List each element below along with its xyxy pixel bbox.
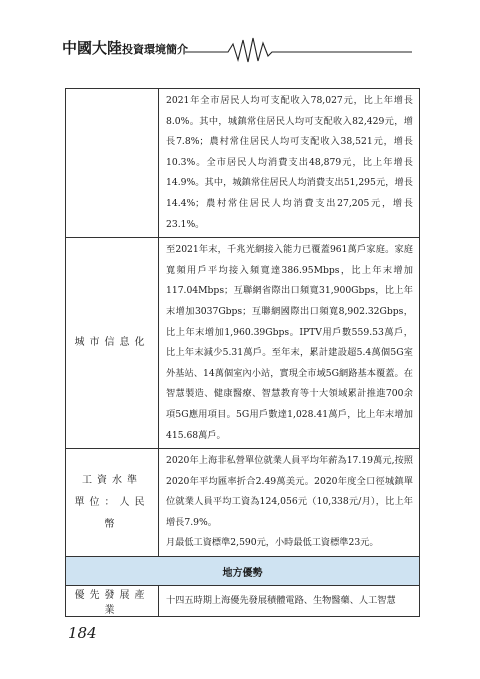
label-line: 單位：人民幣 [74,496,150,530]
row-label-wage-level [66,449,159,557]
row-content-income: 2021年全市居民人均可支配收入78,027元，比上年增長8.0%。其中，城鎮常住居民人均可支配收入82,429元，增長7.8%；農村常住居民人均可支配收入38,521元，增長10.3%。全市居民人均消費支出48,879元，比上年增長14.9%。其中，城鎮常住居民人均消費支出51,295元，增長14.4%；農村常住居民人均消費支出27,205元，增長23.1%。 [159,89,420,238]
wage-paragraph-2: 月最低工資標準2,590元，小時最低工資標準23元。 [166,537,379,549]
row-label-empty [66,89,159,238]
row-label-priority-industries: 優先發展產業 [66,586,159,617]
header-title-sub: 投資環境簡介 [122,43,189,56]
table-row-wage-level [66,449,420,557]
table-row-priority-industries [66,586,420,617]
row-content-priority-industries: 十四五時期上海優先發展積體電路、生物醫藥、人工智慧 [159,586,420,617]
row-content-wage-level [159,449,420,557]
page-number: 184 [68,624,97,642]
header-title [62,37,188,58]
table-row-city-informatization [66,238,420,449]
wage-paragraph-1: 2020年上海非私營單位就業人員平均年薪為17.19萬元,按照2020年平均匯率折合2.49萬美元。2020年度全口徑城鎮單位就業人員平均工資為124,056元（10,338元/月），比上年增長7.9%。 [166,455,413,528]
section-title-local-advantages: 地方優勢 [66,557,420,586]
row-content-city-informatization: 至2021年末，千兆光網接入能力已覆蓋961萬戶家庭。家庭寬頻用戶平均接入頻寬達386.95Mbps，比上年末增加117.04Mbps；互聯網省際出口頻寬31,900Gbps，比上年末增加3037Gbps；互聯網國際出口頻寬8,902.32Gbps，比上年末增加1,960.39Gbps。IPTV用戶數559.53萬戶，比上年末減少5.31萬戶。至年末，累計建設超5.4萬個5G室外基站、14萬個室內小站，實現全市域5G網路基本覆蓋。在智慧製造、健康醫療、智慧教育等十大領域累計推進700余項5G應用項目。5G用戶數達1,028.41萬戶，比上年末增加415.68萬戶。 [159,238,420,449]
label-line: 工資水準 [82,474,142,486]
page-header [0,0,480,64]
label-line: 城市信息化 [74,337,150,349]
table-section-header [66,557,420,586]
row-label-city-informatization [66,238,159,449]
table-row-income [66,89,420,238]
header-title-main: 中國大陸 [62,39,123,57]
investment-info-table [65,88,420,617]
